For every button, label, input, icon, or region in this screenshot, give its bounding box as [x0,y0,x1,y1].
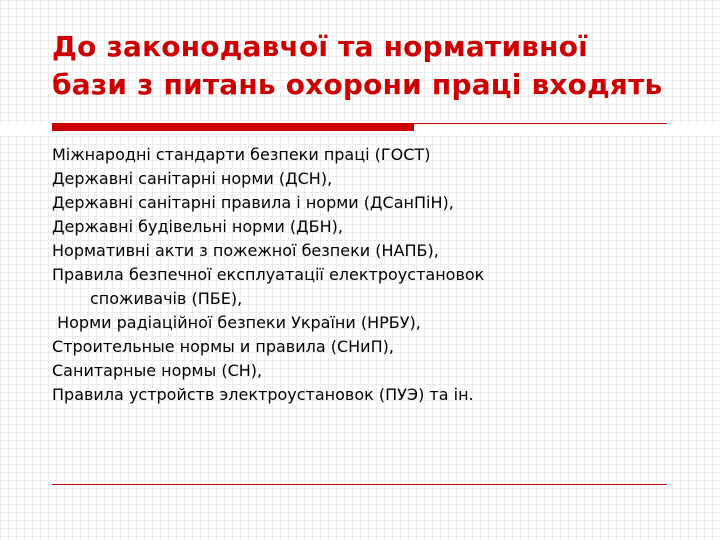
list-item: Норми радіаційної безпеки України (НРБУ), [52,313,421,332]
bottom-divider [52,484,667,485]
list-item: Правила устройств электроустановок (ПУЭ) та ін. [52,385,474,404]
list-item-continuation: споживачів (ПБЕ), [90,289,243,308]
list-item: Державні санітарні норми (ДСН), [52,169,333,188]
title-underline-thin [414,123,667,124]
list-item: Нормативні акти з пожежної безпеки (НАПБ), [52,241,439,260]
list-item: Державні санітарні правила і норми (ДСанПіН), [52,193,454,212]
list-item: Державні будівельні норми (ДБН), [52,217,343,236]
list-item: Строительные нормы и правила (СНиП), [52,337,394,356]
list-item-line: Правила безпечної експлуатації електроустановок [52,265,485,284]
title-underline-thick [52,123,414,131]
list-item: Санитарные нормы (СН), [52,361,263,380]
regulations-list [52,143,662,407]
list-item: Міжнародні стандарти безпеки праці (ГОСТ) [52,145,431,164]
list-item [52,263,662,311]
slide-title: До законодавчої та нормативної бази з питань охорони праці входять [52,30,663,101]
